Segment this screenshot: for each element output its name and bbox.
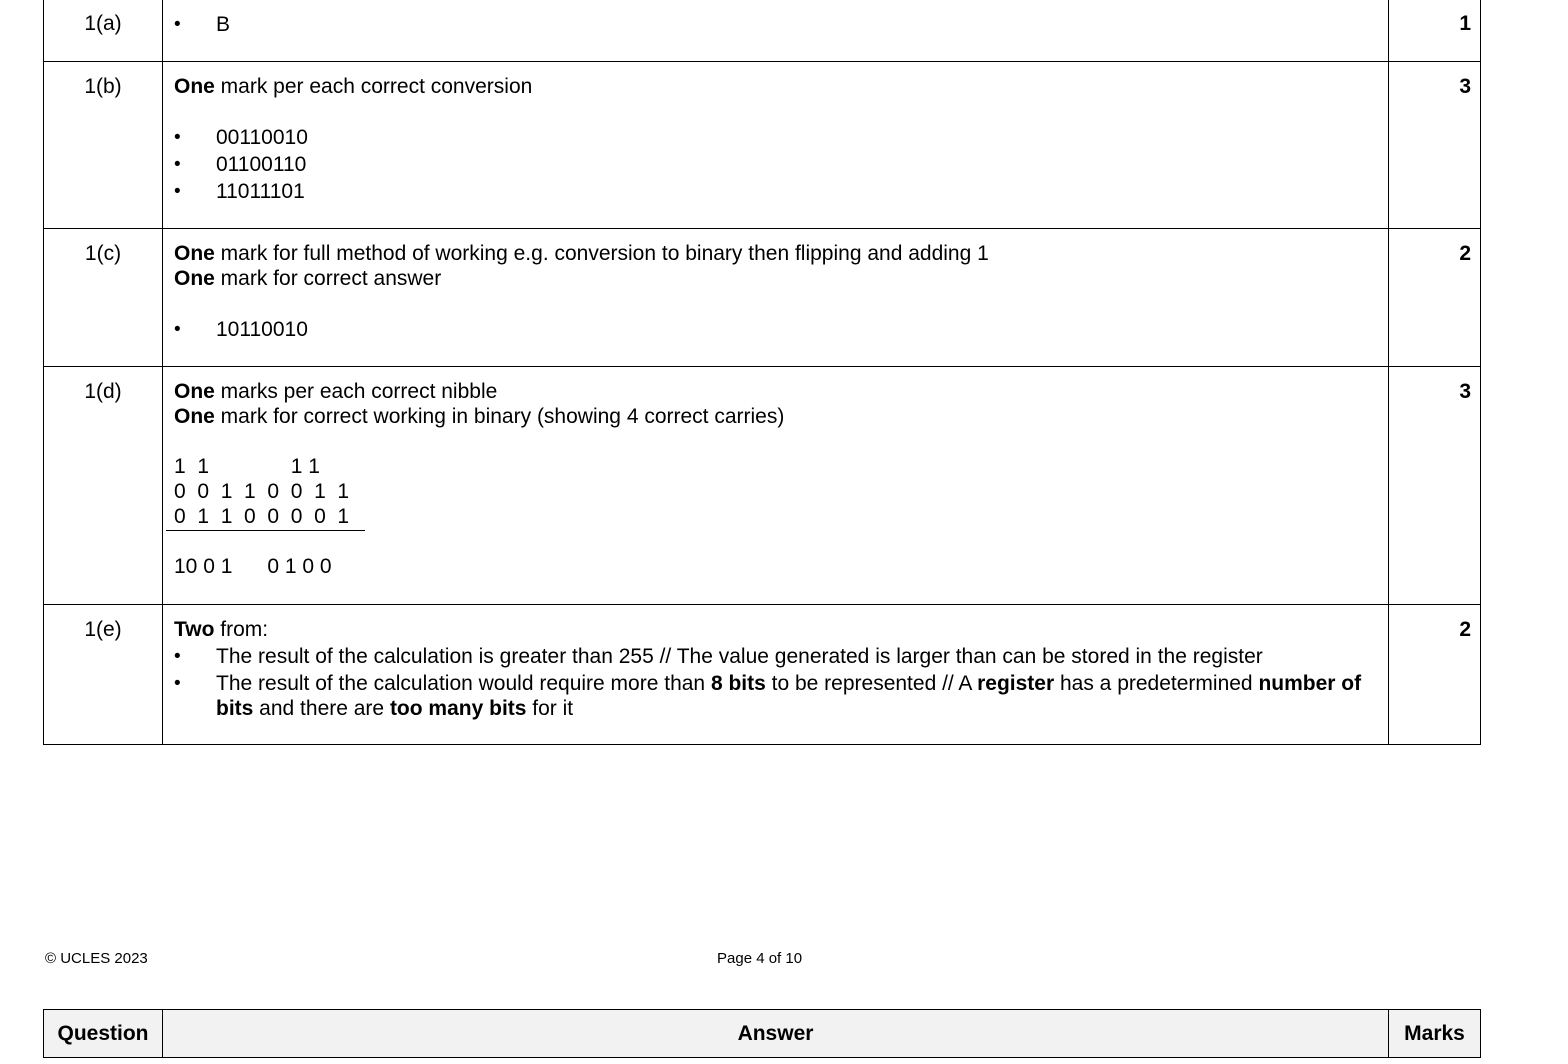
marks-cell: 2 <box>1389 605 1481 745</box>
header-marks: Marks <box>1389 1010 1481 1058</box>
binary-result: 10 0 1 0 1 0 0 <box>174 555 332 578</box>
question-number: 1(d) <box>44 367 163 605</box>
answer-line: One mark for correct working in binary (showing 4 correct carries) <box>174 405 785 428</box>
header-answer: Answer <box>163 1010 1389 1058</box>
list-item: • B <box>174 12 1380 37</box>
answer-intro: One mark per each correct conversion <box>174 75 533 98</box>
list-item: • The result of the calculation is greater than 255 // The value generated is larger than can be stored in the register <box>174 644 1380 669</box>
binary-operand-2: 0 1 1 0 0 0 0 1 <box>174 505 350 528</box>
marks-cell: 3 <box>1389 367 1481 605</box>
question-number: 1(b) <box>44 62 163 229</box>
page-number: Page 4 of 10 <box>717 950 803 967</box>
table-header <box>43 1009 1481 1058</box>
copyright-notice: © UCLES 2023 <box>45 950 148 967</box>
question-number: 1(c) <box>44 229 163 367</box>
answer-cell <box>163 229 1389 367</box>
binary-operand-1: 0 0 1 1 0 0 1 1 <box>174 480 350 503</box>
binary-carries: 1 1 1 1 <box>174 455 320 478</box>
table-row <box>44 367 1481 605</box>
question-number: 1(e) <box>44 605 163 745</box>
list-item: • 11011101 <box>174 178 1380 205</box>
list-item: • 00110010 <box>174 124 1380 151</box>
list-item: • The result of the calculation would require more than 8 bits to be represented // A register has a predetermined number of bits and there are too many bits for it <box>174 671 1380 721</box>
marks-cell: 1 <box>1389 0 1481 62</box>
question-number: 1(a) <box>44 0 163 62</box>
marks-cell: 2 <box>1389 229 1481 367</box>
answer-line: One marks per each correct nibble <box>174 380 498 403</box>
list-item: • 01100110 <box>174 151 1380 178</box>
sum-underline <box>166 530 365 531</box>
mark-scheme-table <box>43 0 1481 745</box>
table-row <box>44 229 1481 367</box>
table-row <box>44 0 1481 62</box>
answer-intro: Two from: <box>174 618 269 641</box>
answer-line: One mark for full method of working e.g. conversion to binary then flipping and adding 1 <box>174 242 989 265</box>
answer-cell <box>163 62 1389 229</box>
answer-cell <box>163 0 1389 62</box>
binary-operand-2-row <box>174 504 1380 529</box>
answer-line: One mark for correct answer <box>174 267 442 290</box>
header-question: Question <box>44 1010 163 1058</box>
answer-cell <box>163 367 1389 605</box>
table-row <box>44 62 1481 229</box>
answer-cell <box>163 605 1389 745</box>
table-row <box>44 605 1481 745</box>
list-item: • 10110010 <box>174 316 1380 343</box>
marks-cell: 3 <box>1389 62 1481 229</box>
